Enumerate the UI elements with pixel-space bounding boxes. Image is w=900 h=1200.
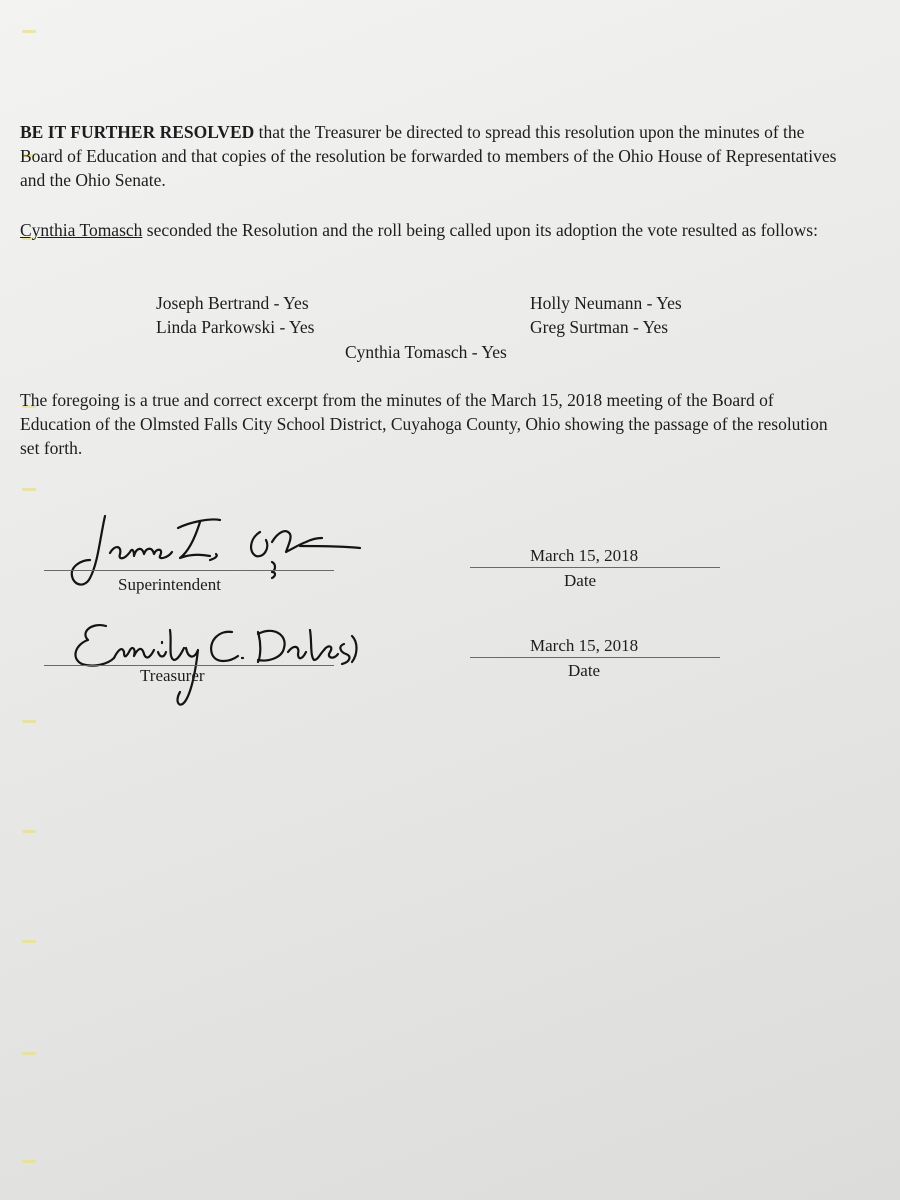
further-resolved-text: that the Treasurer be directed to spread this resolution upon the minutes of the Board of Education and that copies of the resolution be forwarded to members of the Ohio House of Representatives and the Ohio Senate. bbox=[20, 122, 837, 190]
superintendent-signature-line bbox=[44, 570, 334, 571]
treasurer-date-label: Date bbox=[568, 661, 601, 680]
vote-joseph-bertrand: Joseph Bertrand - Yes bbox=[156, 293, 309, 313]
further-resolved-paragraph bbox=[20, 120, 840, 192]
treasurer-label: Treasurer bbox=[140, 666, 205, 685]
treasurer-signature bbox=[62, 612, 362, 716]
seconder-name: Cynthia Tomasch bbox=[20, 220, 143, 240]
seconded-text: seconded the Resolution and the roll being called upon its adoption the vote resulted as follows: bbox=[142, 220, 818, 240]
vote-greg-surtman: Greg Surtman - Yes bbox=[530, 317, 669, 337]
treasurer-date: March 15, 2018 bbox=[530, 636, 639, 655]
certification-paragraph: The foregoing is a true and correct excerpt from the minutes of the March 15, 2018 meeting of the Board of Education of the Olmsted Falls City School District, Cuyahoga County, Ohio showing the passage of the resolution set forth. bbox=[20, 390, 828, 458]
treasurer-date-line bbox=[470, 657, 720, 658]
further-resolved-heading: BE IT FURTHER RESOLVED bbox=[20, 122, 255, 142]
superintendent-date-line bbox=[470, 567, 720, 568]
superintendent-date-label: Date bbox=[564, 571, 597, 590]
superintendent-date: March 15, 2018 bbox=[530, 546, 639, 565]
vote-holly-neumann: Holly Neumann - Yes bbox=[530, 293, 682, 313]
seconded-paragraph bbox=[20, 218, 840, 242]
superintendent-label: Superintendent bbox=[118, 575, 221, 594]
vote-linda-parkowski: Linda Parkowski - Yes bbox=[156, 317, 315, 337]
vote-cynthia-tomasch: Cynthia Tomasch - Yes bbox=[345, 342, 507, 362]
